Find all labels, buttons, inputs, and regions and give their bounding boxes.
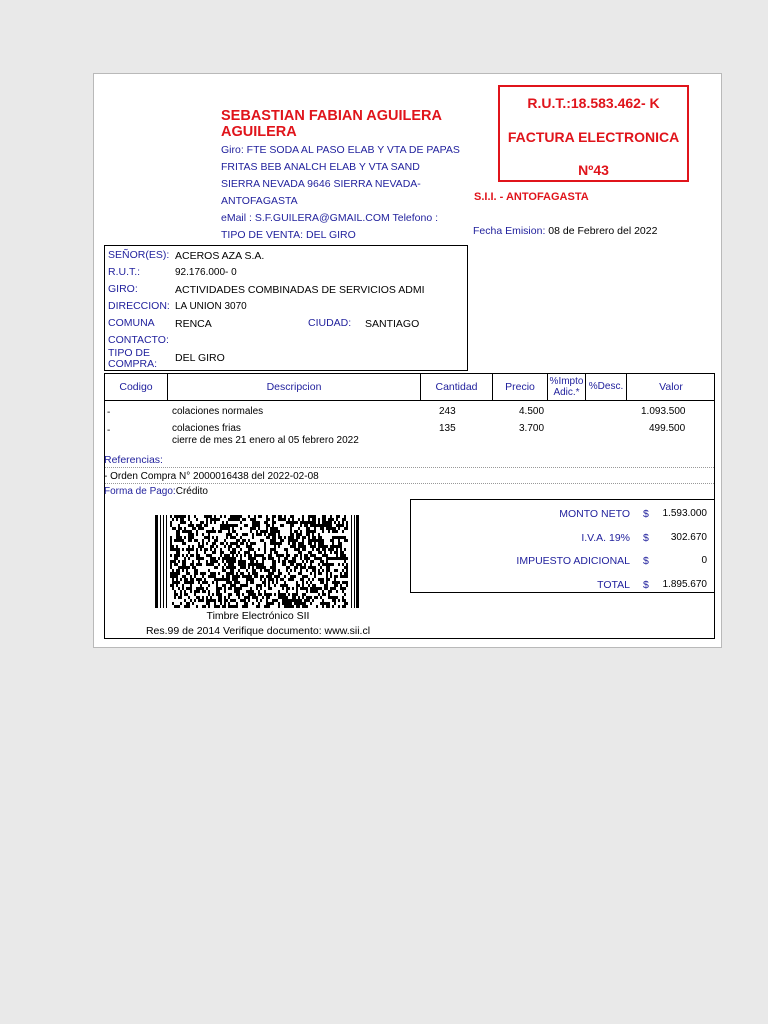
total-label: TOTAL xyxy=(597,579,630,591)
col-codigo: Codigo xyxy=(105,374,168,400)
iva-value: 302.670 xyxy=(670,532,707,543)
client-rut: 92.176.000- 0 xyxy=(175,267,237,278)
document-number: Nº43 xyxy=(578,162,609,178)
row-1-descripcion: colaciones normales xyxy=(172,406,264,417)
row-2-cantidad: 135 xyxy=(439,423,456,434)
iva-label: I.V.A. 19% xyxy=(581,532,630,544)
client-city: SANTIAGO xyxy=(365,318,420,330)
referencias-label: Referencias: xyxy=(104,454,163,466)
row-2-descripcion: colaciones frias xyxy=(172,423,241,434)
row-2-valor: 499.500 xyxy=(649,423,686,434)
client-box: SEÑOR(ES): ACEROS AZA S.A. R.U.T.: 92.176.000- 0 GIRO: ACTIVIDADES COMBINADAS DE SERVICIOS ADMI DIRECCION: LA UNION 3070 COMUNA RENCA CIUDAD: SANTIAGO CONTACTO: TIPO DE COMPRA: DEL GIRO xyxy=(104,245,468,371)
col-valor: Valor xyxy=(659,381,683,393)
row-2-extra: cierre de mes 21 enero al 05 febrero 2022 xyxy=(172,435,359,446)
document-type: FACTURA ELECTRONICA xyxy=(507,129,680,145)
totals-box: MONTO NETO $ 1.593.000 I.V.A. 19% $ 302.670 IMPUESTO ADICIONAL $ 0 TOTAL $ 1.895.670 xyxy=(410,499,715,593)
client-giro: ACTIVIDADES COMBINADAS DE SERVICIOS ADMI xyxy=(175,284,425,296)
row-2-precio: 3.700 xyxy=(519,423,545,434)
timbre-label: Timbre Electrónico SII xyxy=(206,610,310,622)
monto-neto-label: MONTO NETO xyxy=(559,508,630,520)
pdf417-barcode-image xyxy=(155,515,359,608)
client-comuna: RENCA xyxy=(175,318,212,330)
issuer-info: Giro: FTE SODA AL PASO ELAB Y VTA DE PAPAS FRITAS BEB ANALCH ELAB Y VTA SAND SIERRA NEVADA 9646 SIERRA NEVADA- ANTOFAGASTA eMail : S.F.GUILERA@GMAIL.COM Telefono : TIPO DE VENTA: DEL GIRO xyxy=(221,144,460,241)
client-purchase-type: DEL GIRO xyxy=(175,352,225,364)
referencia-line: - Orden Compra N° 2000016438 del 2022-02-08 xyxy=(104,471,319,482)
total-value: 1.895.670 xyxy=(662,579,707,590)
col-precio: Precio xyxy=(493,374,548,400)
client-name: ACEROS AZA S.A. xyxy=(175,250,265,262)
invoice-page xyxy=(93,73,722,648)
impuesto-adicional-value: 0 xyxy=(701,555,707,566)
items-table xyxy=(104,373,715,639)
col-desc: %Desc. xyxy=(586,374,627,400)
issuer-rut: R.U.T.:18.583.462- K xyxy=(527,95,660,111)
client-address: LA UNION 3070 xyxy=(175,301,247,312)
timbre-resolution: Res.99 de 2014 Verifique documento: www.sii.cl xyxy=(145,625,371,637)
col-cantidad: Cantidad xyxy=(421,374,493,400)
document-id-box xyxy=(498,85,689,182)
col-descripcion: Descripcion xyxy=(168,374,421,400)
issue-date: Fecha Emision: 08 de Febrero del 2022 xyxy=(473,225,658,237)
issuer-name: SEBASTIAN FABIAN AGUILERA AGUILERA xyxy=(221,108,442,140)
col-impto: %Impto Adic.* xyxy=(548,374,586,400)
sii-office: S.I.I. - ANTOFAGASTA xyxy=(474,191,589,203)
impuesto-adicional-label: IMPUESTO ADICIONAL xyxy=(516,555,630,567)
row-1-valor: 1.093.500 xyxy=(641,406,686,417)
row-2-codigo: - xyxy=(107,425,111,436)
forma-pago: Forma de Pago:Crédito xyxy=(104,486,208,497)
row-1-cantidad: 243 xyxy=(439,406,456,417)
monto-neto-value: 1.593.000 xyxy=(662,508,707,519)
row-1-codigo: - xyxy=(107,407,111,418)
row-1-precio: 4.500 xyxy=(519,406,545,417)
